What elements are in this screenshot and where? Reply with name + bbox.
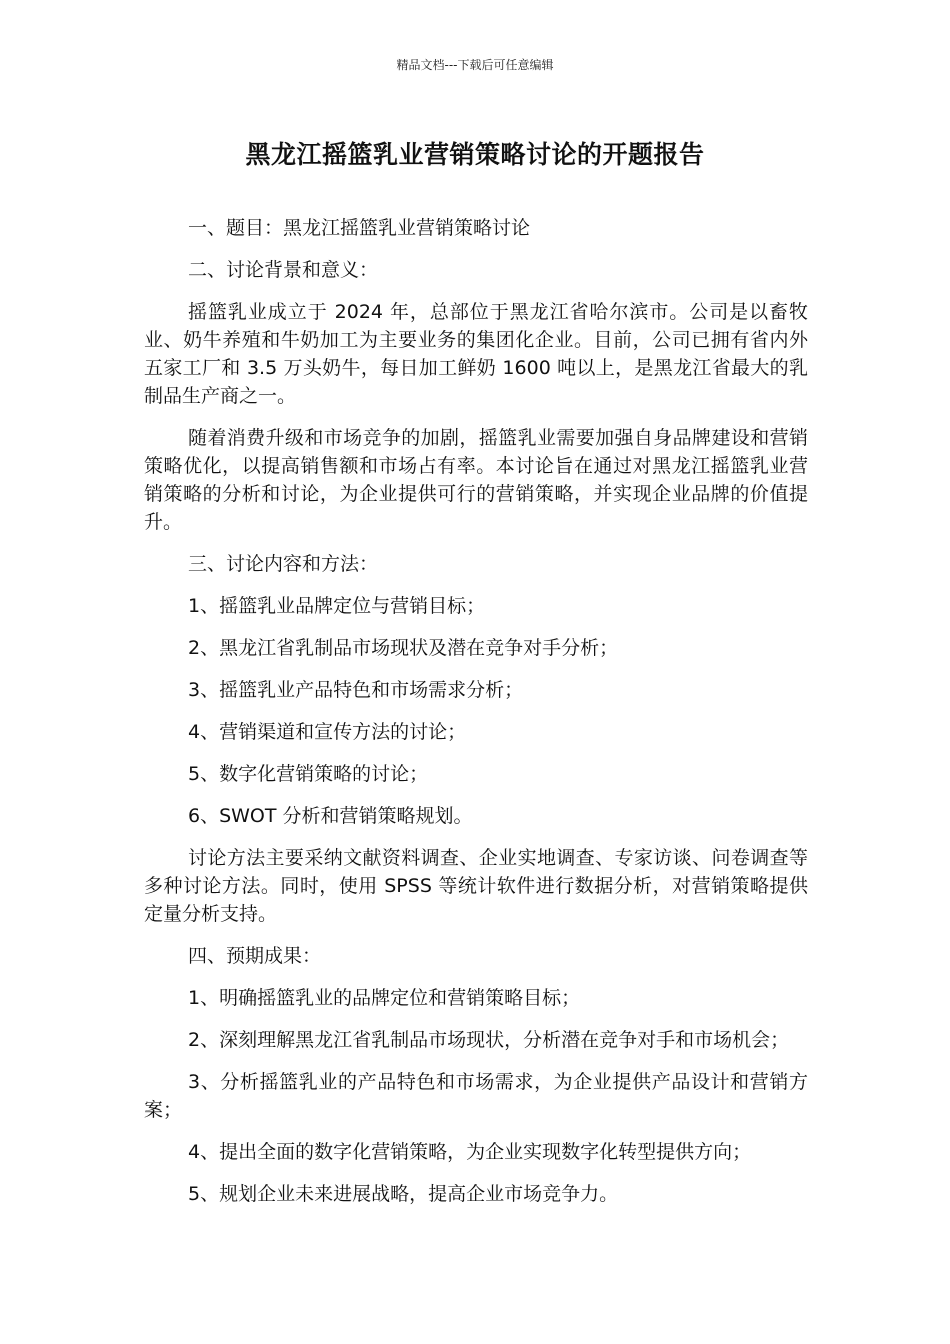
list-item-content-1: 1、摇篮乳业品牌定位与营销目标； xyxy=(188,595,486,617)
list-item-outcome-4: 4、提出全面的数字化营销策略，为企业实现数字化转型提供方向； xyxy=(188,1141,752,1163)
section-heading-background: 二、讨论背景和意义： xyxy=(188,259,379,281)
paragraph-purpose: 随着消费升级和市场竞争的加剧，摇篮乳业需要加强自身品牌建设和营销策略优化，以提高销售额和市场占有率。本讨论旨在通过对黑龙江摇篮乳业营销策略的分析和讨论，为企业提供可行的营销策略，并实现企业品牌的价值提升。 xyxy=(144,427,808,533)
list-item-content-6: 6、SWOT 分析和营销策略规划。 xyxy=(188,805,473,827)
list-item-content-5: 5、数字化营销策略的讨论； xyxy=(188,763,429,785)
document-title: 黑龙江摇篮乳业营销策略讨论的开题报告 xyxy=(245,140,705,169)
list-item-outcome-5: 5、规划企业未来进展战略，提高企业市场竞争力。 xyxy=(188,1183,619,1205)
paragraph-company-intro: 摇篮乳业成立于 2024 年，总部位于黑龙江省哈尔滨市。公司是以畜牧业、奶牛养殖和牛奶加工为主要业务的集团化企业。目前，公司已拥有省内外五家工厂和 3.5 万头奶牛，每日加工鲜奶 1600 吨以上，是黑龙江省最大的乳制品生产商之一。 xyxy=(144,301,808,407)
paragraph-methods: 讨论方法主要采纳文献资料调查、企业实地调查、专家访谈、问卷调查等多种讨论方法。同时，使用 SPSS 等统计软件进行数据分析，对营销策略提供定量分析支持。 xyxy=(144,847,808,925)
list-item-content-2: 2、黑龙江省乳制品市场现状及潜在竞争对手分析； xyxy=(188,637,619,659)
section-heading-outcomes: 四、预期成果： xyxy=(188,945,322,967)
list-item-content-3: 3、摇篮乳业产品特色和市场需求分析； xyxy=(188,679,524,701)
section-heading-content-methods: 三、讨论内容和方法： xyxy=(188,553,379,575)
page-header-watermark: 精品文档---下载后可任意编辑 xyxy=(396,58,554,72)
list-item-outcome-2: 2、深刻理解黑龙江省乳制品市场现状，分析潜在竞争对手和市场机会； xyxy=(188,1029,790,1051)
list-item-content-4: 4、营销渠道和宣传方法的讨论； xyxy=(188,721,467,743)
document-body xyxy=(144,214,808,1222)
list-item-outcome-3: 3、分析摇篮乳业的产品特色和市场需求，为企业提供产品设计和营销方案； xyxy=(144,1071,808,1121)
list-item-outcome-1: 1、明确摇篮乳业的品牌定位和营销策略目标； xyxy=(188,987,581,1009)
paragraph-topic: 一、题目：黑龙江摇篮乳业营销策略讨论 xyxy=(188,217,531,239)
